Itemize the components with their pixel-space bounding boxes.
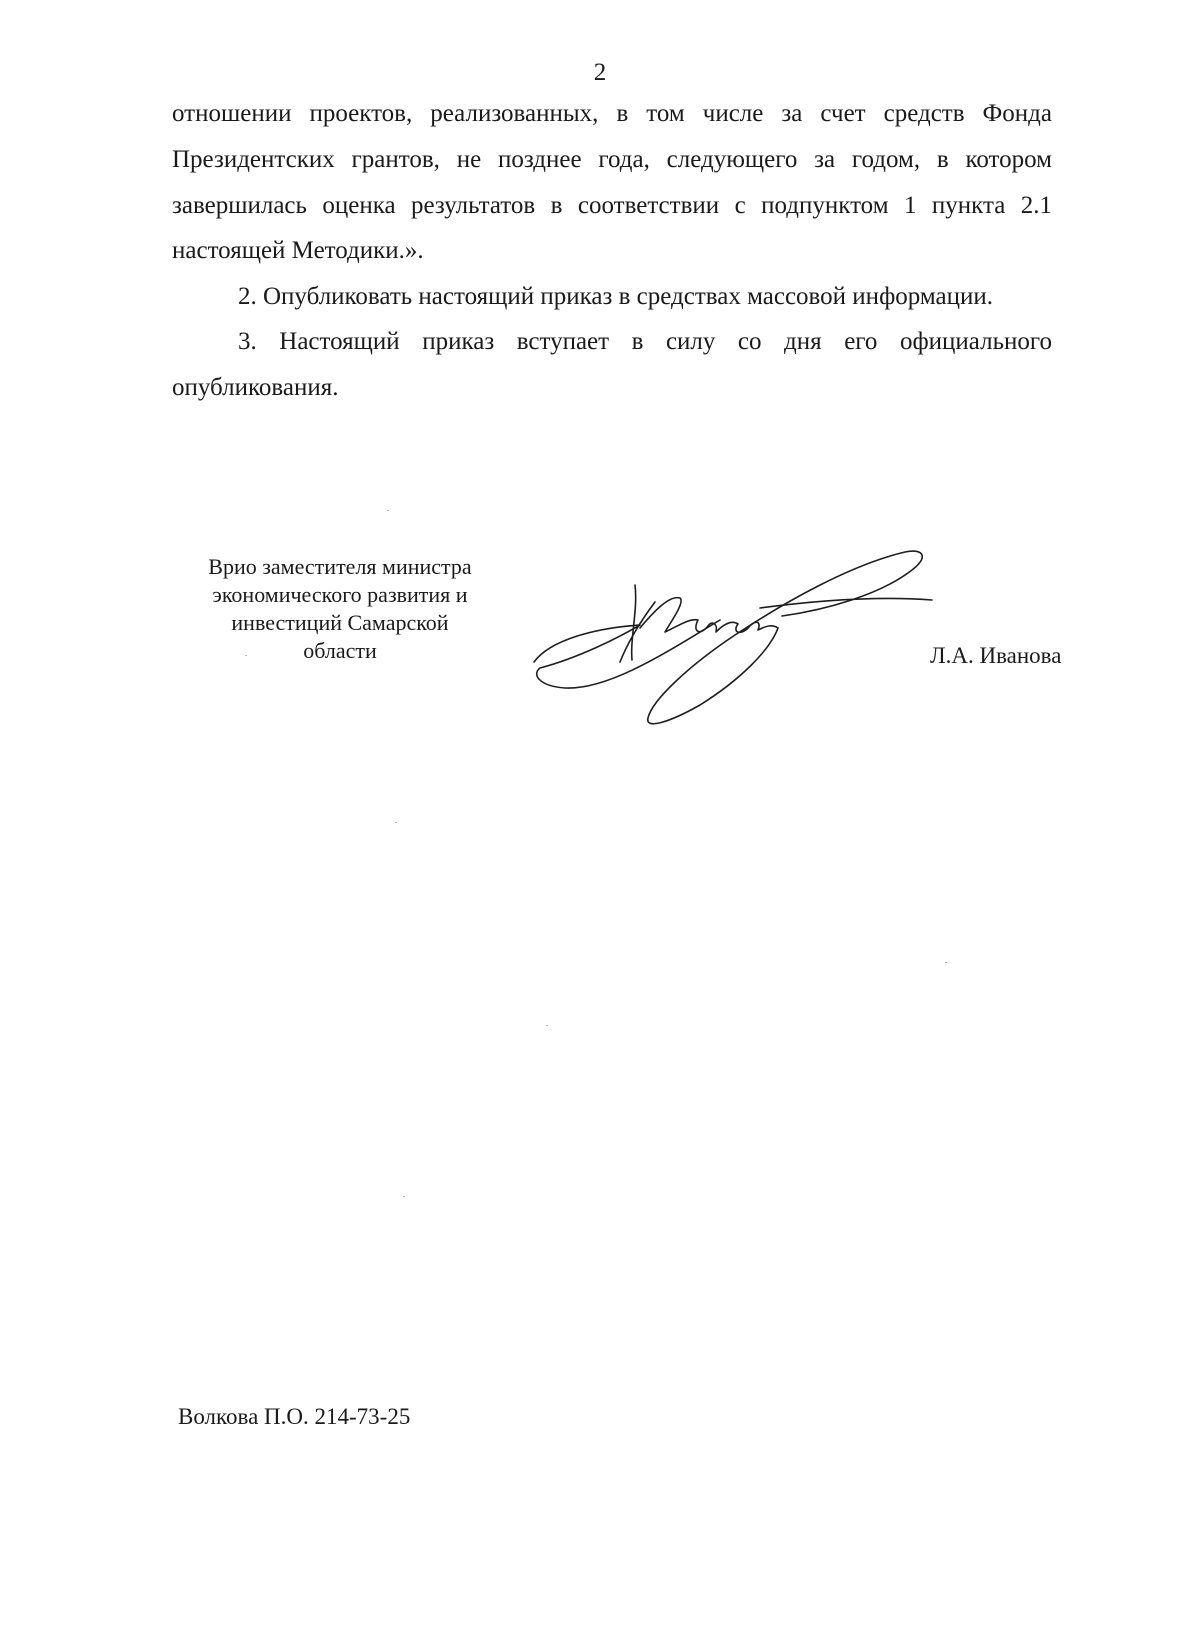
body-text-line: отношении проектов, реализованных, в том числе за счет средств Фонда [172,100,1052,127]
signatory-position-line: экономического развития и [212,582,468,607]
scan-speck [546,1025,548,1026]
page-number: 2 [593,59,607,86]
body-text-line: завершилась оценка результатов в соответствии с подпунктом 1 пункта 2.1 [172,192,1052,219]
scan-speck [395,822,397,823]
signatory-position-line: Врио заместителя министра [208,554,472,579]
signatory-position-line: инвестиций Самарской [231,610,449,635]
signatory-name: Л.А. Иванова [930,643,1062,668]
executor-contact: Волкова П.О. 214-73-25 [178,1404,411,1429]
scan-speck [245,655,247,656]
scan-speck [387,510,389,511]
scan-speck [403,1196,405,1197]
signatory-position-line: области [303,638,377,663]
paragraph-item-2: 2. Опубликовать настоящий приказ в средствах массовой информации. [238,283,994,310]
handwritten-signature [520,540,940,740]
scan-speck [945,962,947,963]
signatory-position [150,553,530,665]
body-text-line: настоящей Методики.». [172,237,424,264]
body-text-line: Президентских грантов, не позднее года, следующего за годом, в котором [172,146,1052,173]
paragraph-item-3: 3. Настоящий приказ вступает в силу со дня его официального [238,328,1052,355]
body-text-line: опубликования. [172,374,339,401]
